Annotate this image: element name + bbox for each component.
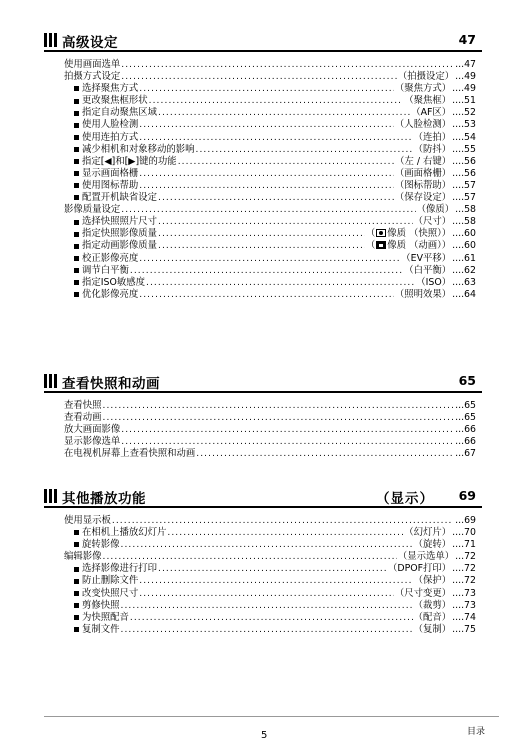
toc-entry[interactable] bbox=[44, 204, 482, 216]
toc-entry-page: ...65 bbox=[455, 412, 476, 424]
function-text: （保护） bbox=[413, 575, 452, 587]
bullet-square-icon bbox=[74, 280, 79, 285]
toc-entry-label: 使用画面选单 bbox=[64, 59, 121, 70]
bullet-square-icon bbox=[74, 627, 79, 632]
function-text: （旋转） bbox=[413, 539, 452, 551]
dot-leader bbox=[103, 551, 397, 563]
toc-entry-label: 校正影像亮度 bbox=[82, 252, 139, 264]
bullet-square-icon bbox=[74, 159, 79, 164]
bullet-square-icon bbox=[74, 256, 79, 261]
toc-entry-list bbox=[44, 59, 482, 301]
function-text: （白平衡） bbox=[404, 264, 452, 276]
toc-entry-label: 显示画面格栅 bbox=[82, 167, 139, 179]
toc-entry-function-name bbox=[411, 107, 451, 119]
dot-leader bbox=[121, 539, 413, 551]
toc-entry[interactable] bbox=[44, 539, 482, 551]
toc-entry-label: 拍摄方式设定 bbox=[64, 71, 121, 83]
toc-entry-function-name bbox=[414, 144, 452, 156]
dot-leader bbox=[121, 71, 397, 83]
toc-entry[interactable] bbox=[44, 612, 482, 624]
function-text: （人脸检测） bbox=[394, 119, 452, 131]
function-text: （图标帮助） bbox=[394, 179, 452, 191]
toc-entry[interactable] bbox=[44, 192, 482, 204]
dot-leader bbox=[121, 204, 415, 216]
toc-entry[interactable] bbox=[44, 624, 482, 636]
toc-entry-page: ...69 bbox=[455, 515, 476, 526]
toc-entry-function-name bbox=[395, 180, 451, 192]
function-text: （保存设定） bbox=[394, 192, 452, 204]
bullet-square-icon bbox=[74, 147, 79, 152]
toc-entry-label: 显示影像选单 bbox=[64, 436, 121, 448]
function-text: （像质） bbox=[416, 204, 455, 216]
section-marker-icon bbox=[44, 33, 57, 47]
bullet-square-icon bbox=[74, 268, 79, 273]
section-page-number: 65 bbox=[458, 373, 476, 388]
toc-entry[interactable] bbox=[44, 575, 482, 587]
toc-entry[interactable] bbox=[44, 216, 482, 228]
toc-entry-function-name bbox=[417, 204, 455, 216]
toc-entry[interactable] bbox=[44, 71, 482, 83]
dot-leader bbox=[158, 192, 394, 204]
toc-entry-label: 优化影像亮度 bbox=[82, 288, 139, 300]
toc-entry-function-name bbox=[395, 119, 451, 131]
toc-entry-label: 编辑影像 bbox=[64, 551, 102, 563]
dot-leader bbox=[158, 107, 410, 119]
paren-open: （ bbox=[365, 240, 376, 252]
footer-divider bbox=[44, 716, 499, 717]
toc-section-advanced-settings bbox=[44, 30, 482, 301]
toc-entry-page: ....63 bbox=[452, 276, 476, 288]
toc-entry-page: ....73 bbox=[452, 587, 476, 599]
toc-entry-function-name bbox=[395, 588, 451, 600]
dot-leader bbox=[121, 436, 453, 448]
movie-mode-icon bbox=[376, 241, 386, 249]
toc-entry-label: 使用人脸检测 bbox=[82, 119, 139, 131]
toc-entry[interactable] bbox=[44, 83, 482, 95]
toc-entry-label: 指定快照影像质量 bbox=[82, 228, 158, 240]
bullet-square-icon bbox=[74, 183, 79, 188]
toc-entry-function-name bbox=[414, 600, 452, 612]
bullet-square-icon bbox=[74, 591, 79, 596]
toc-entry[interactable] bbox=[44, 588, 482, 600]
bullet-square-icon bbox=[74, 220, 79, 225]
toc-section-viewing bbox=[44, 371, 482, 460]
toc-entry[interactable] bbox=[44, 289, 482, 301]
function-text: （画面格栅） bbox=[394, 167, 452, 179]
function-text: （显示选单） bbox=[397, 551, 455, 563]
dot-leader bbox=[139, 180, 394, 192]
dot-leader bbox=[158, 563, 387, 575]
bullet-square-icon bbox=[74, 292, 79, 297]
toc-entry[interactable] bbox=[44, 600, 482, 612]
toc-entry-page: ....71 bbox=[452, 539, 476, 551]
toc-entry-label: 减少相机和对象移动的影响 bbox=[82, 143, 195, 155]
dot-leader bbox=[158, 216, 413, 228]
toc-entry-page: ....73 bbox=[452, 599, 476, 611]
bullet-square-icon bbox=[74, 579, 79, 584]
paren-open: （ bbox=[365, 228, 376, 240]
toc-entry-page: ...47 bbox=[455, 59, 476, 70]
function-text: （DPOF打印） bbox=[387, 563, 452, 575]
footer-label: 目录 bbox=[467, 727, 486, 737]
toc-entry-label: 选择影像进行打印 bbox=[82, 563, 158, 575]
function-text: （照明效果） bbox=[394, 288, 452, 300]
dot-leader bbox=[196, 448, 453, 460]
bullet-square-icon bbox=[74, 244, 79, 249]
dot-leader bbox=[103, 400, 454, 412]
toc-entry[interactable] bbox=[44, 277, 482, 289]
toc-entry-function-name bbox=[414, 216, 452, 228]
toc-entry-page: ....64 bbox=[452, 288, 476, 300]
toc-entry[interactable] bbox=[44, 424, 482, 436]
toc-entry-page: ....74 bbox=[452, 611, 476, 623]
toc-entry-page: ...67 bbox=[455, 448, 476, 460]
page-number: 5 bbox=[261, 730, 268, 741]
bullet-square-icon bbox=[74, 86, 79, 91]
function-text: （EV平移） bbox=[401, 252, 452, 264]
toc-entry-function-name bbox=[388, 563, 451, 575]
dot-leader bbox=[112, 515, 453, 527]
toc-entry[interactable] bbox=[44, 240, 482, 252]
toc-entry[interactable] bbox=[44, 59, 482, 71]
toc-entry-label: 旋转影像 bbox=[82, 539, 120, 551]
toc-entry-page: ....58 bbox=[452, 216, 476, 228]
toc-entry-function-name bbox=[404, 265, 451, 277]
toc-entry[interactable] bbox=[44, 412, 482, 424]
toc-entry-function-name bbox=[414, 132, 452, 144]
function-text: （拍摄设定） bbox=[397, 71, 455, 83]
toc-entry-list bbox=[44, 400, 482, 460]
toc-entry-page: ....60 bbox=[452, 240, 476, 252]
toc-entry-page: ...58 bbox=[455, 204, 476, 216]
dot-leader bbox=[139, 588, 394, 600]
dot-leader bbox=[139, 132, 412, 144]
function-text: 像质 （动画）） bbox=[387, 240, 452, 252]
toc-entry-page: ....70 bbox=[452, 527, 476, 539]
function-text: （聚焦框） bbox=[404, 95, 452, 107]
toc-entry[interactable] bbox=[44, 551, 482, 563]
toc-entry-page: ....61 bbox=[452, 252, 476, 264]
section-marker-icon bbox=[44, 374, 57, 388]
toc-entry-function-name bbox=[398, 71, 454, 83]
toc-entry-label: 在相机上播放幻灯片 bbox=[82, 527, 167, 539]
toc-entry-page: ....60 bbox=[452, 228, 476, 240]
toc-entry-page: ....57 bbox=[452, 192, 476, 204]
toc-entry-function-name bbox=[398, 551, 454, 563]
toc-entry-page: ...72 bbox=[455, 551, 476, 563]
toc-entry-function-name bbox=[395, 289, 451, 301]
toc-entry-function-name bbox=[414, 612, 452, 624]
section-marker-icon bbox=[44, 489, 57, 503]
section-title: 高级设定 bbox=[62, 35, 118, 51]
dot-leader bbox=[139, 253, 400, 265]
toc-entry[interactable] bbox=[44, 228, 482, 240]
toc-entry-function-name bbox=[416, 277, 451, 289]
toc-entry-function-name bbox=[414, 539, 452, 551]
toc-entry-page: ....75 bbox=[452, 623, 476, 635]
toc-entry-function-name bbox=[401, 253, 451, 265]
toc-entry[interactable] bbox=[44, 95, 482, 107]
function-text: （幻灯片） bbox=[404, 527, 452, 539]
toc-entry[interactable] bbox=[44, 527, 482, 539]
bullet-square-icon bbox=[74, 171, 79, 176]
toc-entry-label: 更改聚焦框形状 bbox=[82, 95, 148, 107]
bullet-square-icon bbox=[74, 603, 79, 608]
toc-entry-function-name bbox=[404, 95, 451, 107]
toc-entry-page: ....56 bbox=[452, 167, 476, 179]
toc-entry-label: 查看快照 bbox=[64, 400, 102, 411]
dot-leader bbox=[178, 156, 394, 168]
section-title: 查看快照和动画 bbox=[62, 376, 160, 392]
toc-entry[interactable] bbox=[44, 253, 482, 265]
toc-entry-page: ....52 bbox=[452, 107, 476, 119]
toc-entry-page: ....57 bbox=[452, 179, 476, 191]
toc-entry-page: ...65 bbox=[455, 400, 476, 411]
bullet-square-icon bbox=[74, 111, 79, 116]
function-text: 像质 （快照）） bbox=[387, 228, 452, 240]
toc-entry-label: 复制文件 bbox=[82, 623, 120, 635]
dot-leader bbox=[121, 624, 413, 636]
dot-leader bbox=[167, 527, 403, 539]
function-text: （AF区） bbox=[411, 107, 452, 119]
section-header bbox=[44, 371, 482, 393]
section-header bbox=[44, 30, 482, 52]
toc-entry[interactable] bbox=[44, 144, 482, 156]
toc-entry-page: ...49 bbox=[455, 71, 476, 83]
dot-leader bbox=[130, 265, 403, 277]
section-page-number: 47 bbox=[458, 32, 476, 47]
toc-entry-label: 指定动画影像质量 bbox=[82, 240, 158, 252]
toc-entry-page: ....54 bbox=[452, 131, 476, 143]
toc-entry-label: 防止删除文件 bbox=[82, 575, 139, 587]
dot-leader bbox=[139, 289, 394, 301]
toc-entry[interactable] bbox=[44, 265, 482, 277]
function-text: （尺寸变更） bbox=[394, 587, 452, 599]
dot-leader bbox=[130, 612, 413, 624]
dot-leader bbox=[121, 424, 453, 436]
bullet-square-icon bbox=[74, 542, 79, 547]
dot-leader bbox=[121, 600, 413, 612]
camera-mode-icon bbox=[376, 229, 386, 237]
toc-entry-page: ....49 bbox=[452, 83, 476, 95]
toc-entry[interactable] bbox=[44, 156, 482, 168]
toc-entry-label: 查看动画 bbox=[64, 412, 102, 424]
toc-entry[interactable] bbox=[44, 168, 482, 180]
toc-entry[interactable] bbox=[44, 448, 482, 460]
toc-entry-label: 调节白平衡 bbox=[82, 264, 129, 276]
function-text: （ISO） bbox=[416, 276, 452, 288]
toc-entry-label: 影像质量设定 bbox=[64, 204, 121, 216]
dot-leader bbox=[139, 119, 394, 131]
toc-entry-page: ....56 bbox=[452, 155, 476, 167]
bullet-square-icon bbox=[74, 123, 79, 128]
toc-entry-page: ....72 bbox=[452, 575, 476, 587]
toc-entry-label: 指定自动聚焦区域 bbox=[82, 107, 158, 119]
function-text: （复制） bbox=[413, 623, 452, 635]
bullet-square-icon bbox=[74, 232, 79, 237]
toc-entry-page: ....51 bbox=[452, 95, 476, 107]
toc-entry[interactable] bbox=[44, 400, 482, 412]
bullet-square-icon bbox=[74, 195, 79, 200]
dot-leader bbox=[158, 228, 365, 240]
toc-entry-label: 配置开机缺省设定 bbox=[82, 192, 158, 204]
dot-leader bbox=[139, 83, 394, 95]
toc-entry-label: 指定ISO敏感度 bbox=[82, 276, 145, 288]
bullet-square-icon bbox=[74, 530, 79, 535]
function-text: （连拍） bbox=[413, 131, 452, 143]
toc-entry-list bbox=[44, 515, 482, 636]
toc-entry-label: 使用图标帮助 bbox=[82, 179, 139, 191]
toc-entry-label: 选择快照照片尺寸 bbox=[82, 216, 158, 228]
toc-section-other-playback bbox=[44, 486, 482, 636]
toc-entry-label: 放大画面影像 bbox=[64, 424, 121, 436]
toc-entry[interactable] bbox=[44, 515, 482, 527]
function-text: （左 / 右键） bbox=[395, 155, 452, 167]
toc-entry-label: 指定[◀]和[▶]键的功能 bbox=[82, 155, 177, 167]
dot-leader bbox=[146, 277, 415, 289]
toc-entry-function-name bbox=[395, 168, 451, 180]
toc-entry-label: 选择聚焦方式 bbox=[82, 83, 139, 95]
bullet-square-icon bbox=[74, 567, 79, 572]
toc-entry-page: ....72 bbox=[452, 563, 476, 575]
function-text: （防抖） bbox=[413, 143, 452, 155]
toc-entry-label: 使用显示板 bbox=[64, 515, 111, 526]
toc-entry-function-name bbox=[414, 624, 452, 636]
toc-entry[interactable] bbox=[44, 107, 482, 119]
toc-entry[interactable] bbox=[44, 180, 482, 192]
toc-entry-page: ....62 bbox=[452, 264, 476, 276]
toc-entry-function-name bbox=[395, 83, 451, 95]
toc-entry-function-name bbox=[366, 240, 451, 252]
toc-entry[interactable] bbox=[44, 436, 482, 448]
dot-leader bbox=[121, 59, 453, 71]
toc-entry-page: ...66 bbox=[455, 424, 476, 436]
toc-entry-page: ....53 bbox=[452, 119, 476, 131]
toc-entry-page: ...66 bbox=[455, 436, 476, 448]
toc-entry-function-name bbox=[395, 156, 451, 168]
section-page-number: 69 bbox=[458, 488, 476, 503]
toc-entry-label: 为快照配音 bbox=[82, 611, 129, 623]
toc-entry-function-name bbox=[404, 527, 451, 539]
dot-leader bbox=[158, 240, 365, 252]
toc-entry-label: 改变快照尺寸 bbox=[82, 587, 139, 599]
dot-leader bbox=[139, 168, 394, 180]
dot-leader bbox=[196, 144, 413, 156]
toc-entry[interactable] bbox=[44, 119, 482, 131]
toc-entry-label: 剪修快照 bbox=[82, 599, 120, 611]
section-title: 其他播放功能 bbox=[62, 491, 146, 507]
function-text: （配音） bbox=[413, 611, 452, 623]
function-text: （尺寸） bbox=[413, 216, 452, 228]
bullet-square-icon bbox=[74, 99, 79, 104]
bullet-square-icon bbox=[74, 135, 79, 140]
dot-leader bbox=[103, 412, 454, 424]
toc-entry-function-name bbox=[395, 192, 451, 204]
toc-entry-page: ....55 bbox=[452, 143, 476, 155]
dot-leader bbox=[149, 95, 404, 107]
toc-entry-function-name bbox=[414, 575, 452, 587]
dot-leader bbox=[139, 575, 412, 587]
section-subtitle: （显示） bbox=[376, 491, 434, 507]
function-text: （裁剪） bbox=[413, 599, 452, 611]
section-header bbox=[44, 486, 482, 508]
function-text: （聚焦方式） bbox=[394, 83, 452, 95]
toc-entry-label: 在电视机屏幕上查看快照和动画 bbox=[64, 448, 196, 460]
toc-entry[interactable] bbox=[44, 132, 482, 144]
toc-entry-label: 使用连拍方式 bbox=[82, 131, 139, 143]
toc-entry-function-name bbox=[366, 228, 451, 240]
toc-entry[interactable] bbox=[44, 563, 482, 575]
bullet-square-icon bbox=[74, 615, 79, 620]
